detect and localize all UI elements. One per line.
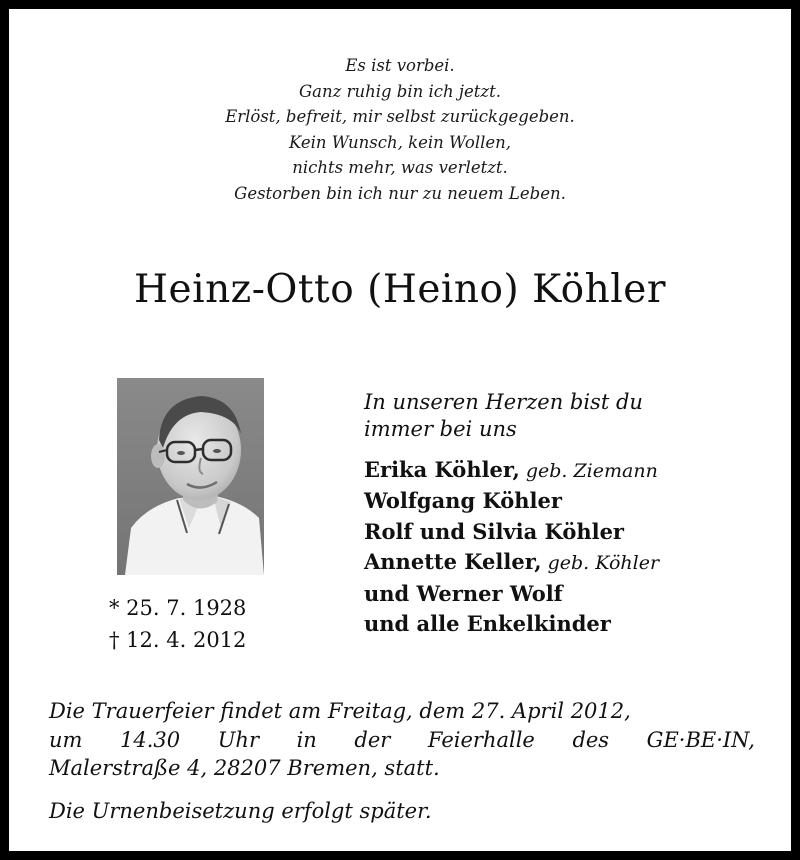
poem-line: Gestorben bin ich nur zu neuem Leben.: [234, 183, 566, 203]
mourner-name: und Werner Wolf: [364, 580, 563, 606]
mourner-rolf-silvia: [364, 517, 659, 547]
poem-line: nichts mehr, was verletzt.: [292, 158, 508, 178]
mourner-wolfgang: [364, 486, 659, 516]
ceremony-line: Malerstraße 4, 28207 Bremen, statt.: [49, 756, 440, 780]
mourner-name: und alle Enkelkinder: [364, 611, 611, 637]
portrait-illustration: [117, 378, 264, 575]
ceremony-line-justified: [49, 726, 755, 755]
mourners-list: [364, 455, 659, 639]
ceremony-line: Die Trauerfeier findet am Freitag, dem 27. April 2012,: [49, 699, 631, 723]
mourner-name: Erika Köhler,: [364, 457, 520, 482]
portrait-photo: [117, 378, 264, 575]
mourner-erika: [364, 455, 659, 486]
dedication: [364, 389, 643, 443]
mourner-annette: [364, 547, 659, 578]
ceremony-word: GE·BE·IN,: [646, 727, 755, 752]
life-dates: [109, 592, 246, 656]
ceremony-word: 14.30: [120, 727, 181, 752]
dedication-line: In unseren Herzen bist du: [364, 390, 643, 414]
maiden-name-note: geb. Ziemann: [519, 460, 658, 482]
ceremony-word: Uhr: [217, 727, 259, 752]
death-date: † 12. 4. 2012: [109, 628, 247, 652]
poem-line: Ganz ruhig bin ich jetzt.: [299, 81, 501, 101]
birth-date: * 25. 7. 1928: [109, 596, 247, 620]
mourner-name: Wolfgang Köhler: [364, 488, 562, 514]
mourner-name: Rolf und Silvia Köhler: [364, 518, 624, 544]
ceremony-word: des: [572, 727, 610, 752]
poem-line: Es ist vorbei.: [345, 56, 455, 75]
poem: [9, 53, 791, 207]
poem-line: Erlöst, befreit, mir selbst zurückgegeben.: [225, 107, 575, 127]
dedication-line: immer bei uns: [364, 417, 517, 441]
maiden-name-note: geb. Köhler: [541, 552, 660, 575]
mourner-werner: [364, 579, 659, 609]
ceremony-word: der: [354, 727, 391, 752]
mourner-grandchildren: [364, 609, 659, 639]
ceremony-word: Feierhalle: [427, 727, 535, 752]
ceremony-word: um: [49, 727, 83, 752]
mourner-name: Annette Keller,: [364, 549, 542, 575]
funeral-ceremony-info: [49, 697, 755, 783]
poem-line: Kein Wunsch, kein Wollen,: [288, 132, 512, 152]
deceased-name: Heinz-Otto (Heino) Köhler: [134, 267, 666, 312]
ceremony-word: in: [296, 727, 317, 752]
burial-note: Die Urnenbeisetzung erfolgt später.: [49, 799, 432, 823]
